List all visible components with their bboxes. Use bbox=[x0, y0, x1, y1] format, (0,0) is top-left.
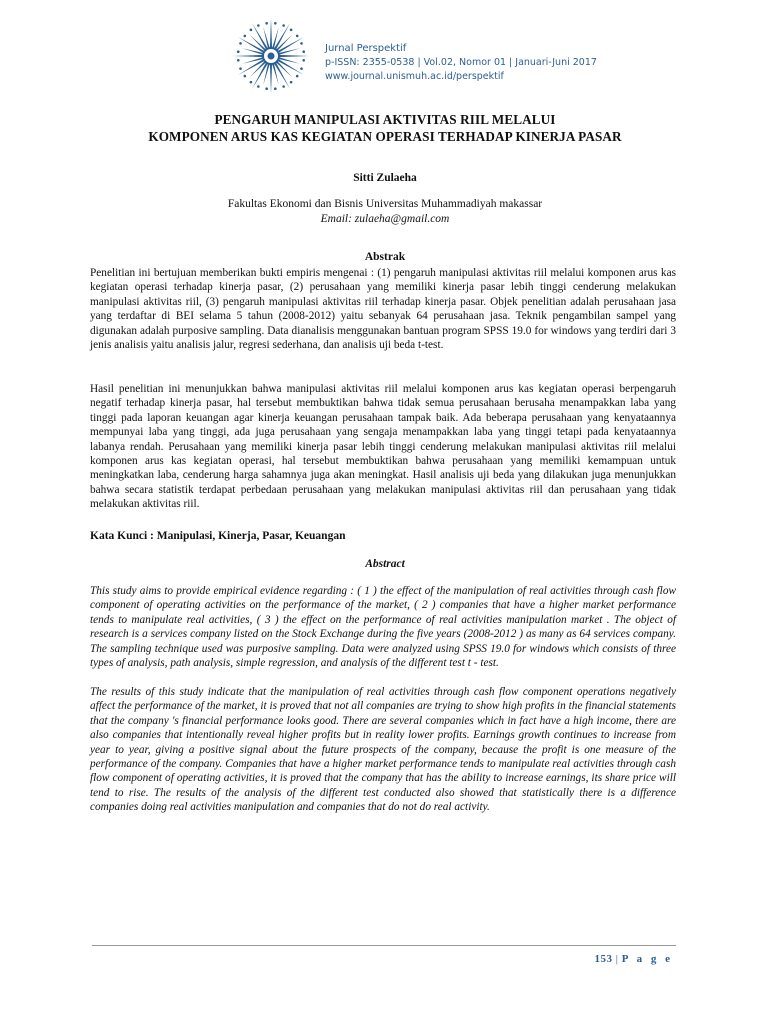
journal-url[interactable]: www.journal.unismuh.ac.id/perspektif bbox=[325, 71, 504, 82]
title-line-1: PENGARUH MANIPULASI AKTIVITAS RIIL MELALUI bbox=[214, 112, 556, 127]
author-email: Email: zulaeha@gmail.com bbox=[320, 213, 450, 225]
page-separator: | bbox=[615, 953, 619, 965]
author-affiliation bbox=[90, 197, 680, 227]
page-number-value: 153 bbox=[594, 953, 613, 965]
journal-header bbox=[230, 16, 700, 96]
abstract-heading: Abstract bbox=[365, 558, 405, 570]
page-number bbox=[595, 953, 673, 965]
author-name: Sitti Zulaeha bbox=[353, 172, 417, 184]
abstract-paragraph-1: This study aims to provide empirical evidence regarding : ( 1 ) the effect of the manipulation of real activities through cash flow component of operating activities on the performance of the market, ( 2 ) companies that have a higher market performance tends to manipulate real activities, ( 3 ) the effect on the performance of real activities manipulation market . The object of research is a services company listed on the Stock Exchange during the five years (2008-2012 ) as many as 64 services company. The sampling technique used was purposive sampling. Data were analyzed using SPSS 19.0 for windows which consists of three types of analysis, path analysis, simple regression, and analysis of the different test t - test. bbox=[90, 585, 676, 670]
university-emblem-icon bbox=[230, 16, 312, 96]
abstract-paragraph-2: The results of this study indicate that the manipulation of real activities through cash flow component operations negatively affect the performance of the market, it is proved that not all companies are trying to show high profits in the financial statements that the company 's financial performance looks good. There are several companies which in fact have a high income, there are also companies that intentionally reveal higher profits but in reality lower profits. Earnings growth continues to increase from year to year, giving a positive signal about the future prospects of the company, because the profit is one measure of the performance of the company. Companies that have a higher market performance tends to manipulate real activities through cash flow component of operating activities, it is proved that the company that has the ability to increase earnings, its share price will tend to rise. The results of the analysis of the different test conducted also showed that statistically there is a difference companies doing real activities manipulation and companies that do not do real activity. bbox=[90, 686, 676, 814]
journal-name: Jurnal Perspektif bbox=[325, 43, 407, 54]
keywords: Kata Kunci : Manipulasi, Kinerja, Pasar, Keuangan bbox=[90, 530, 346, 542]
abstrak-paragraph-1: Penelitian ini bertujuan memberikan bukti empiris mengenai : (1) pengaruh manipulasi aktivitas riil melalui komponen arus kas kegiatan operasi terhadap kinerja pasar, (2) perusahaan yang memiliki kinerja pasar lebih tinggi cenderung melakukan manipulasi aktivitas riil, (3) pengaruh manipulasi aktivitas riil terhadap kinerja pasar. Objek penelitian adalah perusahaan jasa yang terdaftar di BEI selama 5 tahun (2008-2012) yaitu sebanyak 64 perusahaan jasa. Teknik pengambilan sampel yang digunakan adalah purposive sampling. Data dianalisis menggunakan bantuan program SPSS 19.0 for windows yang terdiri dari 3 jenis analisis yaitu analisis jalur, regresi sederhana, dan analisis uji beda t-test. bbox=[90, 267, 676, 352]
affiliation-text: Fakultas Ekonomi dan Bisnis Universitas Muhammadiyah makassar bbox=[227, 198, 543, 210]
abstrak-paragraph-2: Hasil penelitian ini menunjukkan bahwa manipulasi aktivitas riil melalui komponen arus kas kegiatan operasi berpengaruh negatif terhadap kinerja pasar, hal tersebut membuktikan bahwa tidak semua perusahaan berusaha menampakkan laba yang tinggi pada laporan keuangan agar kinerja keuangan perusahaan tampak baik. Ada beberapa perusahaan yang kenyataannya mempunyai laba yang tinggi, ada juga perusahaan yang sengaja menampakkan laba yang tinggi tetapi pada kenyataannya labanya rendah. Perusahaan yang memiliki kinerja pasar lebih tinggi cenderung melakukan manipulasi aktivitas riil melalui komponen arus kas kegiatan operasi, hal tersebut membuktikan bahwa perusahaan yang memiliki kemampuan untuk meningkatkan laba, cenderung harga sahamnya juga akan meningkat. Hasil analisis uji beda yang dilakukan juga menunjukkan bahwa secara statistik terdapat perbedaan perusahaan yang melakukan manipulasi aktivitas riil dan perusahaan yang tidak melakukan aktivitas riil. bbox=[90, 383, 676, 511]
title-line-2: KOMPONEN ARUS KAS KEGIATAN OPERASI TERHADAP KINERJA PASAR bbox=[148, 129, 622, 144]
abstrak-heading: Abstrak bbox=[364, 251, 406, 263]
journal-info bbox=[325, 42, 597, 84]
footer-divider bbox=[92, 945, 676, 946]
paper-title bbox=[90, 111, 680, 145]
page-word: P a g e bbox=[621, 953, 673, 965]
journal-issn: p-ISSN: 2355-0538 | Vol.02, Nomor 01 | Januari-Juni 2017 bbox=[325, 57, 597, 68]
